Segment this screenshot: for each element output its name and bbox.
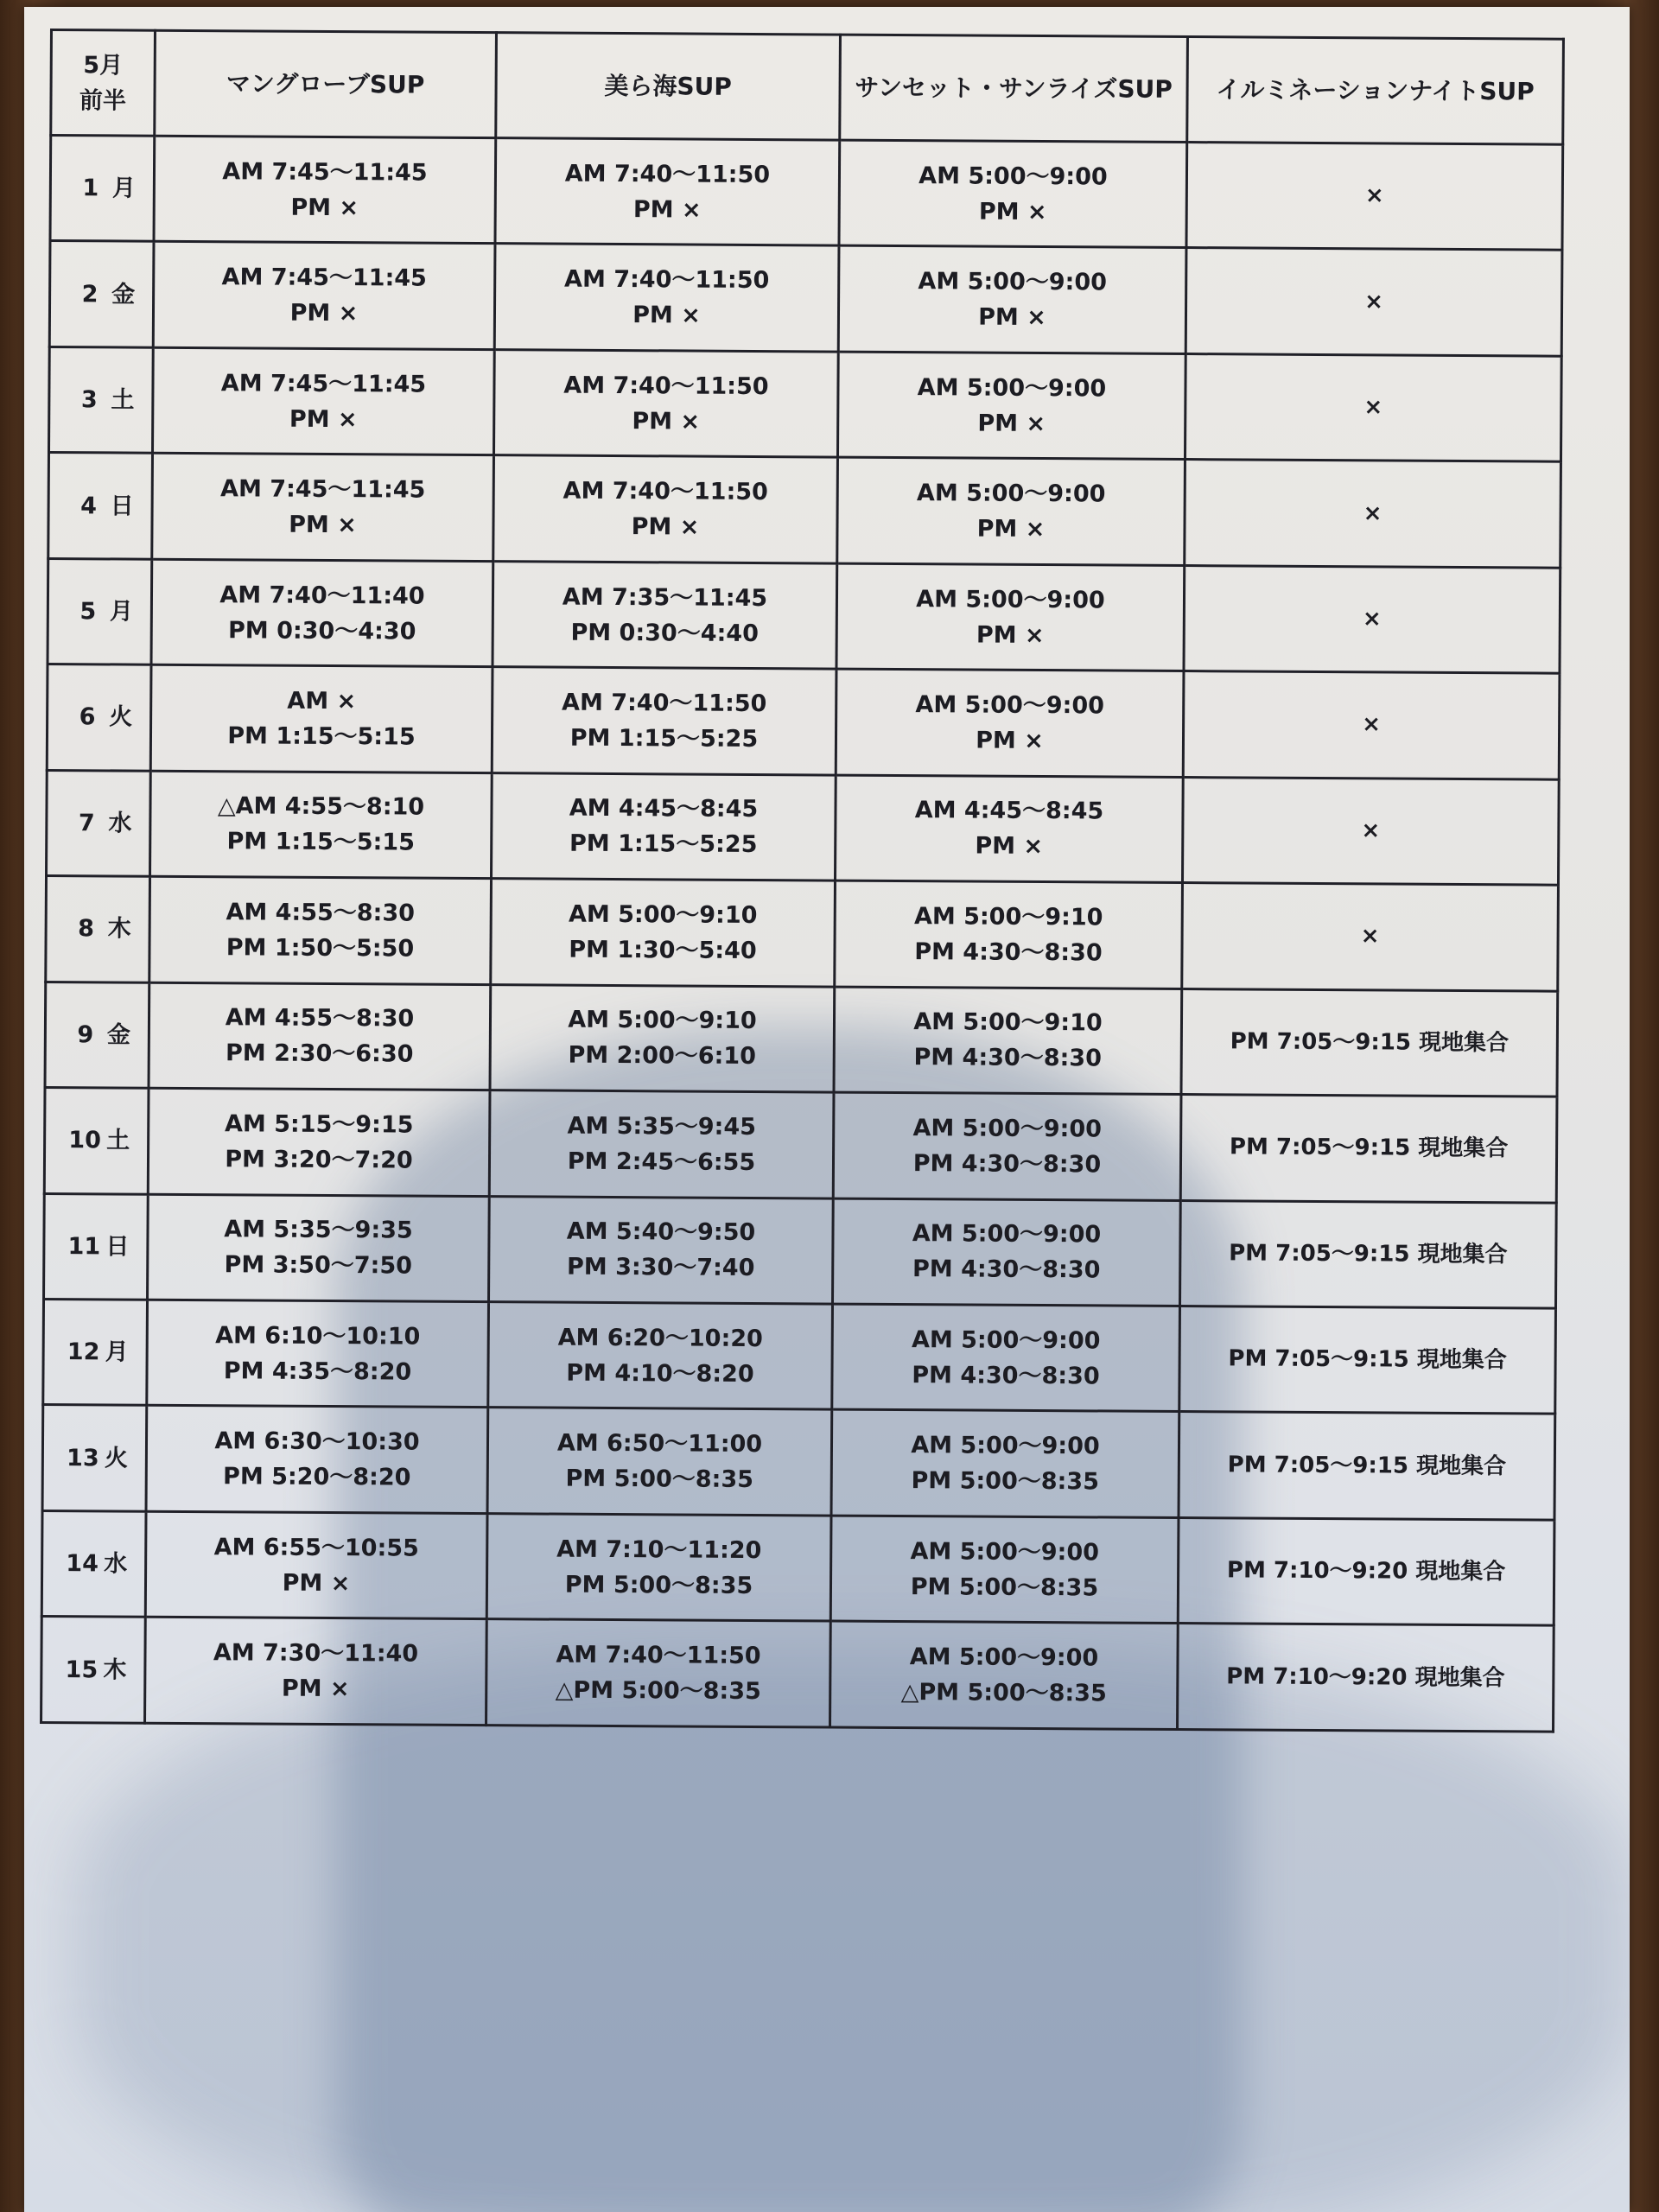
illumination-value: PM 7:05〜9:15 現地集合 [1228,1345,1507,1374]
month-label: 5月 [83,51,124,79]
sunset-am: AM 5:00〜9:00 [918,268,1108,296]
mangrove-am: AM 5:35〜9:35 [224,1216,413,1244]
churaumi-pm: PM 4:10〜8:20 [566,1359,754,1388]
mangrove-am: AM 6:55〜10:55 [213,1533,419,1562]
churaumi-am: AM 4:45〜8:45 [569,795,759,823]
mangrove-pm: PM 1:50〜5:50 [226,934,415,963]
sunset-am: AM 5:00〜9:00 [916,480,1106,508]
sunset-pm: △PM 5:00〜8:35 [900,1679,1107,1707]
illumination-night-cell [1184,565,1560,673]
sunset-pm: PM × [976,621,1045,649]
date-cell [48,558,152,664]
mangrove-time-cell [146,1406,488,1514]
churaumi-pm: PM 1:15〜5:25 [569,830,758,859]
sunset-pm: PM × [978,303,1046,332]
illumination-value: PM 7:05〜9:15 現地集合 [1227,1452,1507,1479]
sunset-sunrise-time-cell [832,1304,1180,1412]
half-label: 前半 [79,86,127,115]
sunset-am: AM 4:45〜8:45 [914,797,1104,825]
date-number: 11 [67,1232,101,1261]
weekday-label: 火 [104,1445,128,1472]
churaumi-pm: PM 5:00〜8:35 [565,1465,754,1494]
sunset-pm: PM 4:30〜8:30 [912,1149,1102,1179]
weekday-label: 土 [111,386,135,414]
schedule-row [48,453,1561,568]
illumination-night-cell [1179,1306,1556,1414]
illumination-night-cell [1182,777,1559,885]
sunset-sunrise-time-cell [833,1092,1181,1200]
date-number: 15 [65,1656,99,1684]
date-cell [48,453,153,559]
sunset-am: AM 5:00〜9:10 [913,903,1103,931]
date-number: 2 [81,280,99,308]
mangrove-pm: PM × [289,299,359,327]
mangrove-pm: PM × [281,1675,350,1703]
sunset-sunrise-time-cell [835,880,1183,988]
column-header-illumination-night: イルミネーションナイトSUP [1187,37,1564,145]
weekday-label: 日 [110,493,134,520]
churaumi-time-cell [486,1514,831,1622]
mangrove-time-cell [148,1194,490,1302]
mangrove-pm: PM × [290,194,359,221]
mangrove-time-cell [151,559,493,667]
churaumi-time-cell [492,667,836,775]
schedule-row [41,1617,1554,1732]
mangrove-pm: PM 1:15〜5:15 [226,828,416,857]
photo-shadow [76,1649,1630,2212]
illumination-night-cell [1185,248,1562,356]
date-number: 13 [67,1444,99,1472]
churaumi-pm: PM 3:30〜7:40 [566,1253,755,1282]
churaumi-pm: PM × [632,195,702,224]
date-cell [50,136,155,242]
sunset-am: AM 5:00〜9:00 [918,162,1108,191]
weekday-label: 水 [108,810,132,837]
illumination-night-cell [1179,1200,1556,1308]
illumination-night-cell [1181,988,1558,1096]
sunset-am: AM 5:00〜9:00 [910,1537,1100,1567]
sunset-pm: PM 5:00〜8:35 [911,1467,1100,1496]
sunset-pm: PM × [976,515,1046,543]
sunset-sunrise-time-cell [830,1621,1179,1729]
sunset-am: AM 5:00〜9:00 [909,1643,1099,1672]
schedule-row [49,346,1562,461]
illumination-value: × [1362,606,1382,632]
schedule-row [50,136,1563,251]
date-number: 1 [82,175,99,202]
churaumi-time-cell [491,772,836,880]
sunset-am: AM 5:00〜9:00 [912,1114,1103,1143]
mangrove-am: AM 6:30〜10:30 [214,1427,420,1456]
mangrove-time-cell [152,454,494,562]
sunset-sunrise-time-cell [837,457,1185,565]
illumination-value: × [1363,499,1382,527]
churaumi-time-cell [490,984,835,1092]
weekday-label: 水 [104,1550,128,1578]
churaumi-am: AM 7:40〜11:50 [563,372,769,400]
mangrove-am: AM 7:30〜11:40 [213,1639,419,1668]
schedule-paper [24,7,1630,2212]
mangrove-time-cell [145,1618,487,1726]
sunset-sunrise-time-cell [834,987,1182,1095]
churaumi-time-cell [489,1090,834,1198]
mangrove-pm: PM × [282,1569,351,1597]
schedule-row [44,1193,1557,1308]
churaumi-time-cell [495,138,840,246]
schedule-row [42,1405,1555,1520]
illumination-night-cell [1183,671,1560,779]
date-number: 10 [68,1127,102,1154]
churaumi-am: AM 7:35〜11:45 [562,583,768,612]
mangrove-am: AM 5:15〜9:15 [224,1110,414,1139]
date-cell [47,664,151,771]
schedule-row [45,982,1558,1096]
schedule-row [47,770,1560,885]
sunset-pm: PM × [978,198,1047,226]
mangrove-time-cell [145,1511,487,1619]
schedule-row [44,1088,1557,1203]
churaumi-am: AM 7:40〜11:50 [562,689,767,718]
churaumi-pm: PM 1:15〜5:25 [569,724,759,753]
illumination-value: × [1361,817,1381,844]
date-number: 4 [80,492,98,519]
illumination-night-cell [1180,1095,1557,1203]
date-cell [45,982,149,1088]
date-number: 14 [66,1550,99,1578]
churaumi-am: AM 7:40〜11:50 [564,265,770,295]
churaumi-am: AM 5:35〜9:45 [567,1112,757,1141]
sunset-sunrise-time-cell [838,246,1186,354]
illumination-value: PM 7:05〜9:15 現地集合 [1229,1134,1509,1162]
mangrove-am: AM 7:45〜11:45 [221,264,427,292]
churaumi-am: AM 7:40〜11:50 [556,1641,761,1670]
illumination-night-cell [1177,1624,1554,1732]
illumination-night-cell [1182,883,1559,991]
schedule-row [49,241,1562,356]
churaumi-pm: PM × [631,513,700,541]
sunset-am: AM 5:00〜9:00 [916,585,1105,614]
churaumi-am: AM 6:50〜11:00 [556,1429,763,1459]
illumination-value: × [1364,182,1384,209]
sunset-pm: PM 4:30〜8:30 [914,938,1103,967]
mangrove-time-cell [149,876,492,984]
date-cell [49,346,154,453]
date-number: 9 [77,1021,94,1049]
mangrove-am: AM 4:55〜8:30 [225,1004,415,1033]
mangrove-pm: PM 3:50〜7:50 [224,1251,413,1280]
weekday-label: 木 [107,915,131,943]
weekday-label: 金 [111,281,136,308]
illumination-value: × [1363,394,1383,421]
weekday-label: 土 [106,1127,130,1154]
churaumi-pm: PM 0:30〜4:40 [570,619,760,647]
mangrove-time-cell [150,664,493,772]
churaumi-pm: PM 5:00〜8:35 [564,1571,753,1599]
illumination-night-cell [1178,1517,1554,1625]
mangrove-pm: PM 4:35〜8:20 [223,1357,412,1386]
illumination-value: PM 7:05〜9:15 現地集合 [1230,1028,1510,1057]
illumination-value: × [1364,288,1384,315]
date-number: 5 [79,598,97,626]
sunset-pm: PM 5:00〜8:35 [910,1573,1099,1602]
schedule-row [43,1299,1556,1414]
column-header-mangrove: マングローブSUP [155,30,497,137]
illumination-value: PM 7:05〜9:15 現地集合 [1229,1240,1508,1268]
churaumi-time-cell [486,1619,831,1727]
illumination-night-cell [1179,1412,1555,1520]
churaumi-time-cell [487,1408,832,1516]
date-cell [47,770,151,876]
mangrove-time-cell [152,347,494,455]
sunset-pm: PM × [975,832,1044,861]
mangrove-am: AM 7:45〜11:45 [220,475,426,504]
churaumi-am: AM 5:40〜9:50 [566,1217,756,1247]
date-cell [49,241,154,347]
sunset-am: AM 5:00〜9:00 [911,1325,1101,1355]
date-cell [44,1088,149,1194]
churaumi-am: AM 7:10〜11:20 [556,1535,762,1564]
sup-schedule-table [40,29,1565,1733]
weekday-label: 日 [105,1233,130,1261]
sunset-pm: PM × [977,410,1046,437]
mangrove-time-cell [149,982,491,1090]
churaumi-time-cell [493,455,838,563]
mangrove-pm: PM 2:30〜6:30 [225,1039,414,1068]
illumination-night-cell [1185,460,1561,568]
churaumi-pm: △PM 5:00〜8:35 [555,1676,761,1706]
date-cell [42,1405,147,1511]
mangrove-pm: PM × [289,405,358,433]
date-number: 3 [80,386,98,414]
mangrove-time-cell [148,1088,490,1196]
sunset-am: AM 5:00〜9:00 [911,1432,1100,1460]
weekday-label: 月 [111,175,136,202]
churaumi-am: AM 5:00〜9:10 [568,900,758,929]
illumination-value: PM 7:10〜9:20 現地集合 [1226,1663,1505,1691]
mangrove-am: △AM 4:55〜8:10 [217,792,425,822]
churaumi-time-cell [493,561,837,669]
mangrove-am: AM 7:45〜11:45 [220,369,427,398]
weekday-label: 月 [109,598,133,626]
sunset-pm: PM 4:30〜8:30 [913,1044,1103,1072]
schedule-row [48,558,1560,673]
sunset-sunrise-time-cell [836,563,1185,671]
sunset-sunrise-time-cell [833,1198,1181,1306]
column-header-sunset-sunrise: サンセット・サンライズSUP [840,35,1188,142]
mangrove-am: AM 4:55〜8:30 [226,899,416,927]
churaumi-am: AM 7:40〜11:50 [563,477,768,506]
illumination-night-cell [1186,143,1563,251]
sunset-sunrise-time-cell [835,775,1183,883]
churaumi-time-cell [494,244,839,352]
sunset-am: AM 5:00〜9:00 [917,373,1107,403]
mangrove-pm: PM 1:15〜5:15 [227,722,416,751]
date-cell [46,876,150,982]
date-cell [44,1193,149,1300]
mangrove-pm: PM × [289,511,357,539]
schedule-row [47,664,1560,779]
illumination-value: PM 7:10〜9:20 現地集合 [1226,1557,1506,1586]
date-cell [43,1299,148,1405]
mangrove-time-cell [154,136,496,244]
churaumi-pm: PM 1:30〜5:40 [569,936,757,964]
mangrove-pm: PM 0:30〜4:30 [227,616,416,645]
weekday-label: 月 [105,1338,129,1366]
churaumi-pm: PM × [632,407,701,435]
schedule-row [46,876,1559,991]
sunset-sunrise-time-cell [837,352,1185,460]
date-number: 12 [67,1338,100,1366]
sunset-am: AM 5:00〜9:00 [915,691,1105,720]
header-row [51,30,1564,145]
sunset-sunrise-time-cell [831,1409,1179,1517]
churaumi-pm: PM 2:45〜6:55 [567,1147,756,1176]
mangrove-am: AM × [287,687,357,715]
period-header-cell [51,30,156,137]
churaumi-time-cell [488,1302,833,1410]
date-cell [41,1510,146,1617]
column-header-churaumi: 美ら海SUP [496,33,841,140]
sunset-pm: PM 4:30〜8:30 [912,1255,1101,1284]
churaumi-time-cell [491,879,836,987]
date-number: 6 [79,703,96,731]
sunset-pm: PM 4:30〜8:30 [912,1361,1100,1390]
weekday-label: 金 [106,1021,130,1049]
illumination-value: × [1362,711,1382,738]
churaumi-time-cell [493,350,838,458]
mangrove-am: AM 6:10〜10:10 [215,1321,421,1351]
weekday-label: 木 [103,1656,127,1684]
mangrove-pm: PM 3:20〜7:20 [225,1146,413,1174]
churaumi-am: AM 7:40〜11:50 [564,160,771,188]
mangrove-time-cell [153,242,495,350]
churaumi-pm: PM × [632,302,701,329]
sunset-am: AM 5:00〜9:00 [912,1220,1102,1249]
mangrove-am: AM 7:40〜11:40 [219,581,425,610]
sunset-sunrise-time-cell [830,1516,1179,1624]
churaumi-am: AM 5:00〜9:10 [568,1007,757,1035]
churaumi-pm: PM 2:00〜6:10 [568,1042,757,1071]
sunset-pm: PM × [976,727,1044,755]
sunset-sunrise-time-cell [839,140,1187,248]
sunset-am: AM 5:00〜9:10 [913,1008,1103,1037]
date-number: 8 [78,915,95,943]
schedule-row [41,1510,1554,1625]
illumination-night-cell [1185,353,1561,461]
churaumi-time-cell [489,1196,834,1304]
mangrove-time-cell [150,771,493,879]
sunset-sunrise-time-cell [836,669,1184,777]
mangrove-pm: PM 5:20〜8:20 [222,1463,411,1491]
illumination-value: × [1360,923,1380,950]
date-number: 7 [78,810,95,837]
churaumi-am: AM 6:20〜10:20 [557,1324,763,1352]
mangrove-am: AM 7:45〜11:45 [222,157,428,187]
weekday-label: 火 [109,703,133,732]
date-cell [41,1617,146,1723]
mangrove-time-cell [147,1300,489,1408]
